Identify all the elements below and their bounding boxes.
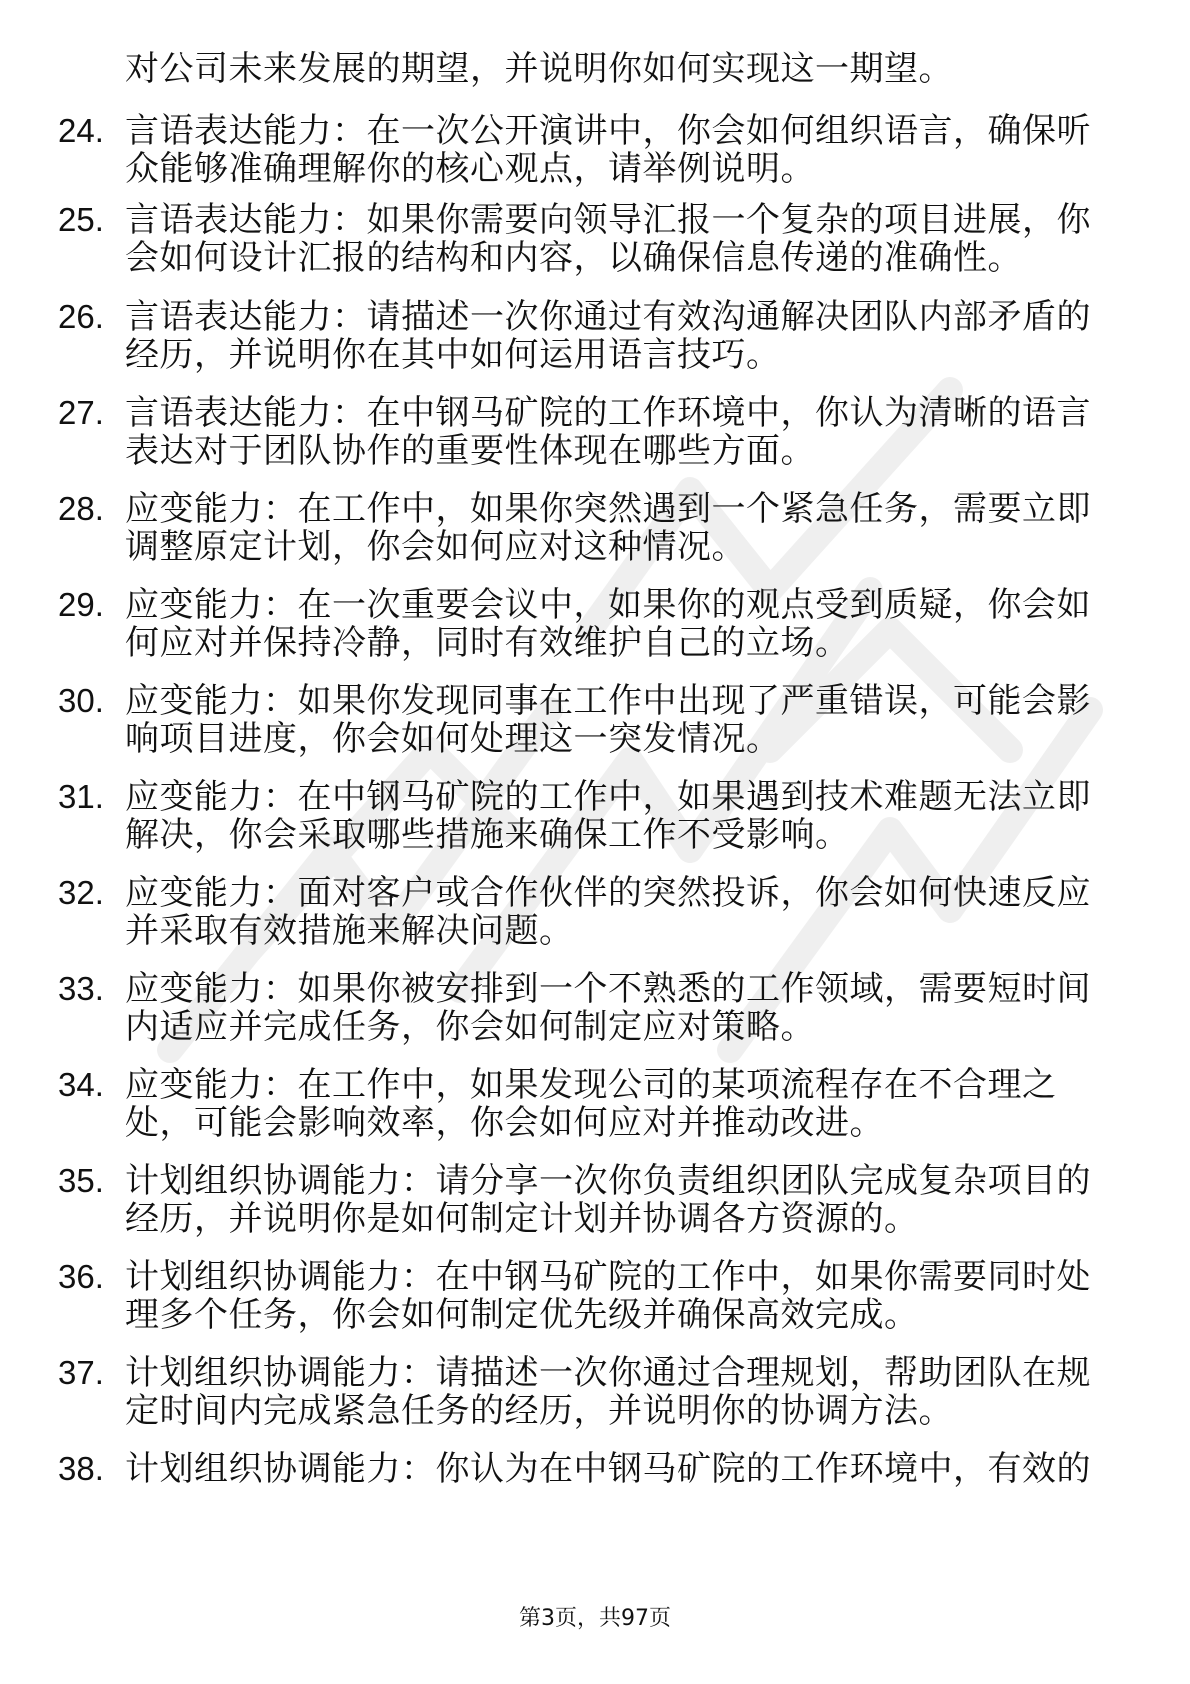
question-number: 33. [58,970,104,1007]
question-number: 30. [58,682,104,719]
question-text-line: 计划组织协调能力：请描述一次你通过合理规划，帮助团队在规 [125,1353,1091,1393]
question-text-line: 响项目进度，你会如何处理这一突发情况。 [125,719,781,759]
question-number: 28. [58,490,104,527]
question-number: 32. [58,874,104,911]
page-footer: 第3页，共97页 [519,1606,671,1631]
question-text-line: 内适应并完成任务，你会如何制定应对策略。 [125,1007,815,1047]
question-number: 36. [58,1258,104,1295]
question-text-line: 言语表达能力：在中钢马矿院的工作环境中，你认为清晰的语言 [125,393,1091,433]
question-text-line: 言语表达能力：在一次公开演讲中，你会如何组织语言，确保听 [125,111,1091,151]
question-text-line: 众能够准确理解你的核心观点，请举例说明。 [125,149,815,189]
question-text-line: 经历，并说明你在其中如何运用语言技巧。 [125,335,781,375]
question-number: 35. [58,1162,104,1199]
question-text-line: 并采取有效措施来解决问题。 [125,911,574,951]
question-text-line: 应变能力：如果你发现同事在工作中出现了严重错误，可能会影 [125,681,1091,721]
question-text-line: 应变能力：在工作中，如果发现公司的某项流程存在不合理之 [125,1065,1057,1105]
intro-line: 对公司未来发展的期望，并说明你如何实现这一期望。 [125,49,953,89]
question-text-line: 言语表达能力：请描述一次你通过有效沟通解决团队内部矛盾的 [125,297,1091,337]
question-text-line: 理多个任务，你会如何制定优先级并确保高效完成。 [125,1295,919,1335]
question-text-line: 计划组织协调能力：你认为在中钢马矿院的工作环境中，有效的 [125,1449,1091,1489]
question-text-line: 计划组织协调能力：在中钢马矿院的工作中，如果你需要同时处 [125,1257,1091,1297]
question-text-line: 言语表达能力：如果你需要向领导汇报一个复杂的项目进展，你 [125,200,1091,240]
question-number: 34. [58,1066,104,1103]
question-text-line: 应变能力：面对客户或合作伙伴的突然投诉，你会如何快速反应 [125,873,1091,913]
question-text-line: 会如何设计汇报的结构和内容，以确保信息传递的准确性。 [125,238,1022,278]
question-number: 31. [58,778,104,815]
question-text-line: 计划组织协调能力：请分享一次你负责组织团队完成复杂项目的 [125,1161,1091,1201]
question-number: 24. [58,112,104,149]
question-number: 37. [58,1354,104,1391]
question-text-line: 定时间内完成紧急任务的经历，并说明你的协调方法。 [125,1391,953,1431]
question-number: 29. [58,586,104,623]
question-number: 38. [58,1450,104,1487]
question-text-line: 处，可能会影响效率，你会如何应对并推动改进。 [125,1103,884,1143]
question-text-line: 应变能力：在一次重要会议中，如果你的观点受到质疑，你会如 [125,585,1091,625]
question-text-line: 表达对于团队协作的重要性体现在哪些方面。 [125,431,815,471]
question-number: 26. [58,298,104,335]
question-text-line: 解决，你会采取哪些措施来确保工作不受影响。 [125,815,850,855]
question-text-line: 应变能力：在工作中，如果你突然遇到一个紧急任务，需要立即 [125,489,1091,529]
question-text-line: 经历，并说明你是如何制定计划并协调各方资源的。 [125,1199,919,1239]
question-number: 25. [58,201,104,238]
question-number: 27. [58,394,104,431]
question-text-line: 调整原定计划，你会如何应对这种情况。 [125,527,746,567]
question-text-line: 何应对并保持冷静，同时有效维护自己的立场。 [125,623,850,663]
question-text-line: 应变能力：在中钢马矿院的工作中，如果遇到技术难题无法立即 [125,777,1091,817]
question-text-line: 应变能力：如果你被安排到一个不熟悉的工作领域，需要短时间 [125,969,1091,1009]
